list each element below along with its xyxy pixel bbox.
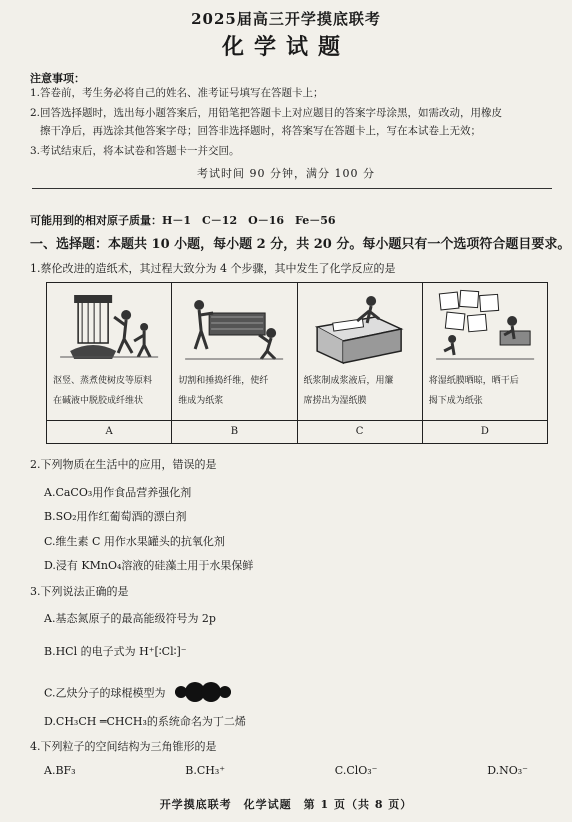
question-4-option-b: B.CH₃⁺ [185,764,226,777]
question-3-option-d: D.CH₃CH ═CHCH₃的系统命名为丁二烯 [44,715,246,728]
question-2-option-c: C.维生素 C 用作水果罐头的抗氧化剂 [44,535,225,548]
step-a [47,283,172,443]
question-2-option-b: B.SO₂用作红葡萄酒的漂白剂 [44,510,187,523]
step-b-description: 切割和捶捣纤维，使纤 维成为纸浆 [178,376,269,406]
atomic-masses: 可能用到的相对原子质量：H－1 C－12 O－16 Fe－56 [30,214,336,227]
exam-time: 考试时间 90 分钟，满分 100 分 [197,167,375,180]
step-b [172,283,297,443]
step-b-letter: B [172,420,296,443]
question-1-stem: 1.蔡伦改进的造纸术，其过程大致分为 4 个步骤，其中发生了化学反应的是 [30,262,396,275]
section-heading: 一、选择题：本题共 10 小题，每小题 2 分，共 20 分。每小题只有一个选项符合题目要求。 [30,237,571,252]
question-3-stem: 3.下列说法正确的是 [30,585,129,598]
step-c [298,283,423,443]
question-3-option-a: A.基态氮原子的最高能级符号为 2p [44,612,216,625]
question-4-option-d: D.NO₃⁻ [487,764,528,777]
step-d-letter: D [423,420,547,443]
notice-item-3: 3.考试结束后，将本试卷和答题卡一并交回。 [30,145,240,157]
notice-item-2-continued: 擦干净后，再选涂其他答案字母；回答非选择题时，将答案写在答题卡上，写在本试卷上无效； [40,125,481,137]
question-2-option-a: A.CaCO₃用作食品营养强化剂 [44,486,192,499]
ball-and-stick-model-icon [171,680,235,707]
step-d [423,283,547,443]
question-4-option-c: C.ClO₃⁻ [334,764,378,777]
notice-item-1: 1.答卷前，考生务必将自己的姓名、准考证号填写在答题卡上； [30,87,324,99]
screen-scooping-icon [302,287,418,365]
step-d-description: 将湿纸膜晒晾，晒干后 揭下成为纸张 [428,376,519,406]
drying-sheets-icon [427,287,543,365]
boiling-pot-icon [51,287,167,365]
notice-heading: 注意事项： [30,72,85,85]
step-a-description: 沤竖、蒸煮使树皮等原料 在碱液中脱胶成纤维状 [53,376,153,406]
question-4-option-a: A.BF₃ [44,764,76,777]
step-c-description: 纸浆制成浆液后，用簾 席捞出为湿纸膜 [303,376,394,406]
pounding-fiber-icon [176,287,292,365]
question-2-option-d: D.浸有 KMnO₄溶液的硅藻土用于水果保鲜 [44,559,254,572]
step-c-letter: C [298,420,422,443]
question-4-stem: 4.下列粒子的空间结构为三角锥形的是 [30,740,217,753]
notice-item-2: 2.回答选择题时，选出每小题答案后，用铅笔把答题卡上对应题目的答案字母涂黑，如需改动，用橡皮 [30,107,503,119]
question-4-options [44,764,544,777]
papermaking-steps-table [46,282,548,444]
page-footer: 开学摸底联考 化学试题 第 1 页（共 8 页） [159,798,413,811]
question-3-option-b: B.HCl 的电子式为 H⁺[∶Cl∶]⁻ [44,645,187,658]
exam-title: 2025届高三开学摸底联考 [191,10,381,28]
step-a-letter: A [47,420,171,443]
question-2-stem: 2.下列物质在生活中的应用，错误的是 [30,458,217,471]
subject-title: 化学试题 [221,34,350,60]
question-3-option-c [44,680,235,707]
divider [32,188,552,189]
question-3-option-c-text: C.乙炔分子的球棍模型为 [44,686,166,700]
